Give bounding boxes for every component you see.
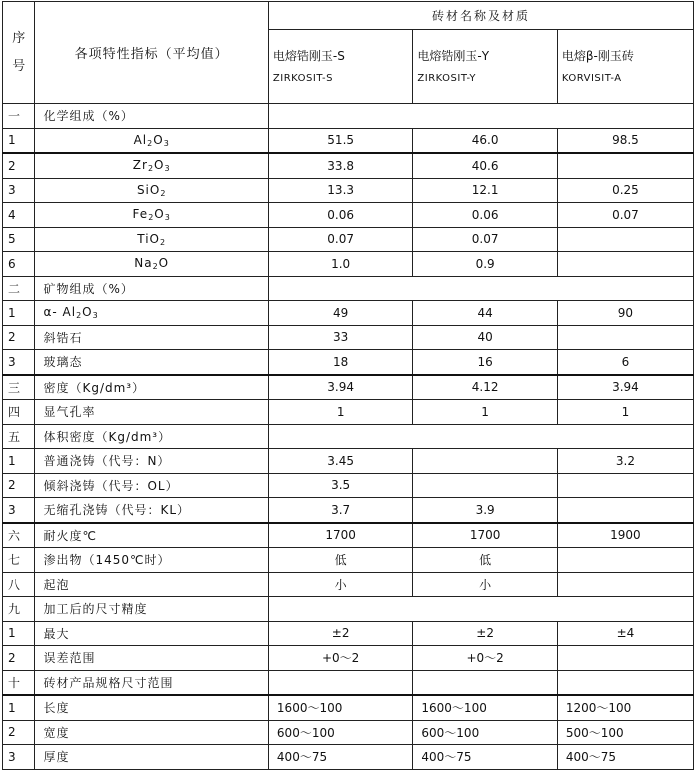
value-cell xyxy=(557,153,693,178)
row-label: 矿物组成（%） xyxy=(35,276,268,301)
row-index: 2 xyxy=(3,325,35,350)
table-row xyxy=(3,375,694,400)
value-cell xyxy=(557,325,693,350)
table-row xyxy=(3,350,694,375)
material-header-s xyxy=(268,30,412,104)
value-cell: 40.6 xyxy=(413,153,557,178)
value-cell: 0.07 xyxy=(413,227,557,252)
value-cell: 500～100 xyxy=(557,720,693,745)
row-index: 七 xyxy=(3,548,35,573)
value-cell: 400～75 xyxy=(268,745,412,770)
value-cell xyxy=(268,670,412,695)
row-index: 1 xyxy=(3,621,35,646)
value-cell xyxy=(557,548,693,573)
table-row xyxy=(3,203,694,228)
value-cell: 13.3 xyxy=(268,178,412,203)
value-cell: 16 xyxy=(413,350,557,375)
materials-title: 砖材名称及材质 xyxy=(268,2,693,30)
material-name: 电熔β-刚玉砖 xyxy=(561,48,634,63)
row-label: 加工后的尺寸精度 xyxy=(35,597,268,622)
row-index: 十 xyxy=(3,670,35,695)
value-cell: 0.07 xyxy=(557,203,693,228)
index-header-char: 号 xyxy=(12,58,26,74)
row-span-cell xyxy=(268,276,693,301)
table-row xyxy=(3,227,694,252)
value-cell xyxy=(557,227,693,252)
value-cell: 33 xyxy=(268,325,412,350)
refractory-properties-table xyxy=(2,1,694,770)
table-row xyxy=(3,424,694,449)
row-label: $Zr_2O_3$ xyxy=(35,153,268,178)
value-cell: 18 xyxy=(268,350,412,375)
value-cell: 400～75 xyxy=(557,745,693,770)
value-cell xyxy=(557,498,693,523)
row-index: 1 xyxy=(3,301,35,326)
table-row xyxy=(3,153,694,178)
index-header-char: 序 xyxy=(12,30,26,46)
row-index: 3 xyxy=(3,350,35,375)
value-cell: 1200～100 xyxy=(557,695,693,720)
row-label: 玻璃态 xyxy=(35,350,268,375)
table-row xyxy=(3,449,694,474)
value-cell: 1700 xyxy=(413,523,557,548)
value-cell: 1.0 xyxy=(268,252,412,277)
row-label: 长度 xyxy=(35,695,268,720)
value-cell: 3.9 xyxy=(413,498,557,523)
value-cell: 44 xyxy=(413,301,557,326)
value-cell: ±4 xyxy=(557,621,693,646)
value-cell: 3.2 xyxy=(557,449,693,474)
value-cell xyxy=(557,572,693,597)
value-cell: +0～2 xyxy=(268,646,412,671)
row-label: 最大 xyxy=(35,621,268,646)
table-row xyxy=(3,252,694,277)
value-cell xyxy=(557,646,693,671)
table-row xyxy=(3,597,694,622)
row-index: 八 xyxy=(3,572,35,597)
value-cell: 0.06 xyxy=(268,203,412,228)
value-cell xyxy=(413,449,557,474)
value-cell: 0.06 xyxy=(413,203,557,228)
value-cell: 46.0 xyxy=(413,128,557,153)
row-label: 砖材产品规格尺寸范围 xyxy=(35,670,268,695)
material-code: KORVISIT-A xyxy=(561,72,622,84)
value-cell xyxy=(557,473,693,498)
table-row xyxy=(3,400,694,425)
row-index: 1 xyxy=(3,128,35,153)
table-body xyxy=(3,104,694,770)
row-index: 九 xyxy=(3,597,35,622)
value-cell: 低 xyxy=(268,548,412,573)
table-row xyxy=(3,325,694,350)
value-cell: 3.94 xyxy=(557,375,693,400)
row-label: 普通浇铸（代号：N） xyxy=(35,449,268,474)
row-label: 密度（Kg/dm³） xyxy=(35,375,268,400)
row-label: 倾斜浇铸（代号：OL） xyxy=(35,473,268,498)
row-label: 斜锆石 xyxy=(35,325,268,350)
value-cell: 12.1 xyxy=(413,178,557,203)
row-index: 一 xyxy=(3,104,35,129)
value-cell: 0.25 xyxy=(557,178,693,203)
table-row xyxy=(3,695,694,720)
value-cell: +0～2 xyxy=(413,646,557,671)
table-row xyxy=(3,301,694,326)
row-label: 宽度 xyxy=(35,720,268,745)
row-index: 2 xyxy=(3,646,35,671)
value-cell: 90 xyxy=(557,301,693,326)
table-row xyxy=(3,523,694,548)
row-label: 无缩孔浇铸（代号：KL） xyxy=(35,498,268,523)
value-cell: 40 xyxy=(413,325,557,350)
row-index: 3 xyxy=(3,745,35,770)
value-cell: 1900 xyxy=(557,523,693,548)
table-row xyxy=(3,572,694,597)
material-header-y xyxy=(413,30,557,104)
row-label: 厚度 xyxy=(35,745,268,770)
table-row xyxy=(3,720,694,745)
value-cell: 400～75 xyxy=(413,745,557,770)
row-label: TiO$_2$ xyxy=(35,227,268,252)
item-header: 各项特性指标（平均值） xyxy=(35,2,268,104)
value-cell: 3.5 xyxy=(268,473,412,498)
row-index: 六 xyxy=(3,523,35,548)
value-cell: 小 xyxy=(413,572,557,597)
row-index: 二 xyxy=(3,276,35,301)
value-cell xyxy=(413,473,557,498)
row-span-cell xyxy=(268,597,693,622)
value-cell: 33.8 xyxy=(268,153,412,178)
row-label: 渗出物（1450℃时） xyxy=(35,548,268,573)
material-name: 电熔锆刚玉-Y xyxy=(417,48,490,63)
table-row xyxy=(3,548,694,573)
value-cell: 4.12 xyxy=(413,375,557,400)
value-cell: 1700 xyxy=(268,523,412,548)
material-code: ZIRKOSIT-Y xyxy=(417,72,477,84)
value-cell: ±2 xyxy=(268,621,412,646)
material-code: ZIRKOSIT-S xyxy=(272,72,333,84)
value-cell: ±2 xyxy=(413,621,557,646)
table-row xyxy=(3,128,694,153)
row-label: 误差范围 xyxy=(35,646,268,671)
value-cell: 51.5 xyxy=(268,128,412,153)
value-cell: 3.45 xyxy=(268,449,412,474)
row-span-cell xyxy=(268,424,693,449)
value-cell: 0.9 xyxy=(413,252,557,277)
table-row xyxy=(3,473,694,498)
row-index: 3 xyxy=(3,498,35,523)
value-cell xyxy=(557,252,693,277)
table-row xyxy=(3,498,694,523)
row-label: 起泡 xyxy=(35,572,268,597)
row-label: $Na_2O$ xyxy=(35,252,268,277)
row-index: 4 xyxy=(3,203,35,228)
value-cell: 98.5 xyxy=(557,128,693,153)
row-label: $Al_2O_3$ xyxy=(35,128,268,153)
row-label: $Fe_2O_3$ xyxy=(35,203,268,228)
value-cell: 3.7 xyxy=(268,498,412,523)
value-cell xyxy=(413,670,557,695)
row-index: 1 xyxy=(3,695,35,720)
row-index: 四 xyxy=(3,400,35,425)
row-label: α- $Al_2O_3$ xyxy=(35,301,268,326)
value-cell: 1 xyxy=(268,400,412,425)
value-cell: 1600～100 xyxy=(413,695,557,720)
row-index: 五 xyxy=(3,424,35,449)
value-cell: 1 xyxy=(557,400,693,425)
value-cell: 49 xyxy=(268,301,412,326)
table-row xyxy=(3,646,694,671)
row-span-cell xyxy=(268,104,693,129)
value-cell: 小 xyxy=(268,572,412,597)
row-index: 3 xyxy=(3,178,35,203)
value-cell: 0.07 xyxy=(268,227,412,252)
table-row xyxy=(3,745,694,770)
table-row xyxy=(3,104,694,129)
value-cell: 1600～100 xyxy=(268,695,412,720)
value-cell: 低 xyxy=(413,548,557,573)
row-label: 耐火度℃ xyxy=(35,523,268,548)
material-header-a xyxy=(557,30,693,104)
row-index: 2 xyxy=(3,720,35,745)
row-label: SiO$_2$ xyxy=(35,178,268,203)
table-row xyxy=(3,178,694,203)
row-index: 5 xyxy=(3,227,35,252)
row-index: 1 xyxy=(3,449,35,474)
row-index: 6 xyxy=(3,252,35,277)
material-name: 电熔锆刚玉-S xyxy=(272,48,345,63)
value-cell xyxy=(557,670,693,695)
row-label: 显气孔率 xyxy=(35,400,268,425)
table-row xyxy=(3,276,694,301)
row-label: 化学组成（%） xyxy=(35,104,268,129)
row-index: 2 xyxy=(3,473,35,498)
row-label: 体积密度（Kg/dm³） xyxy=(35,424,268,449)
row-index: 三 xyxy=(3,375,35,400)
index-header xyxy=(3,2,35,104)
row-index: 2 xyxy=(3,153,35,178)
value-cell: 600～100 xyxy=(413,720,557,745)
value-cell: 6 xyxy=(557,350,693,375)
value-cell: 3.94 xyxy=(268,375,412,400)
value-cell: 600～100 xyxy=(268,720,412,745)
table-row xyxy=(3,670,694,695)
table-row xyxy=(3,621,694,646)
value-cell: 1 xyxy=(413,400,557,425)
